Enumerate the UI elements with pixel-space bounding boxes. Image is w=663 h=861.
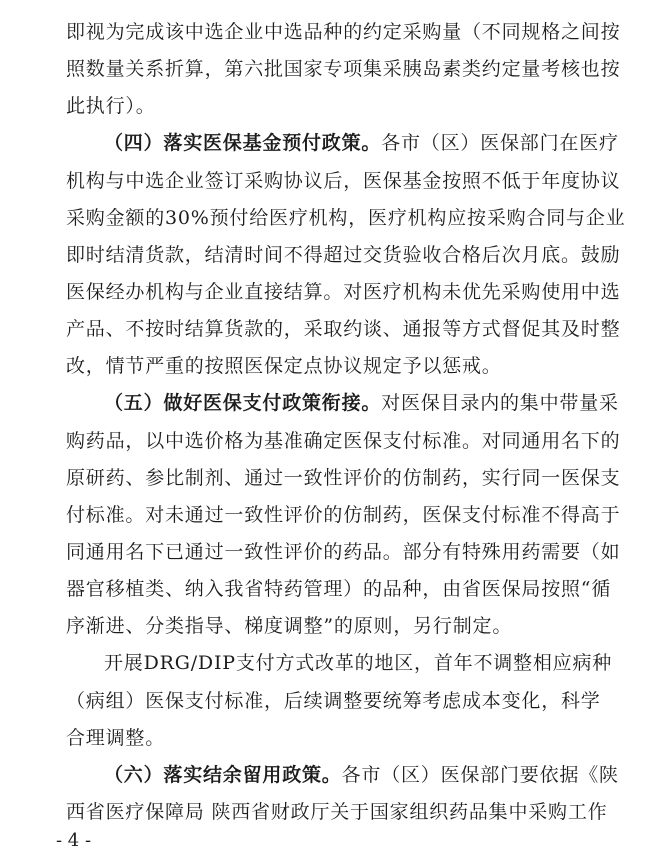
text-line: 改，情节严重的按照医保定点协议规定予以惩戒。 xyxy=(66,355,502,377)
text-line: 付标准。对未通过一致性评价的仿制药，医保支付标准不得高于 xyxy=(66,504,621,526)
text-line: 即时结清货款，结清时间不得超过交货验收合格后次月底。鼓励 xyxy=(66,244,621,266)
text-line xyxy=(0,763,663,787)
text-line: 西省医疗保障局 陕西省财政厅关于国家组织药品集中采购工作 xyxy=(66,801,608,823)
text-line: 开展DRG/DIP支付方式改革的地区，首年不调整相应病种 xyxy=(104,652,613,674)
text-line: 序渐进、分类指导、梯度调整”的原则，另行制定。 xyxy=(66,615,513,637)
text-line: 器官移植类、纳入我省特药管理）的品种，由省医保局按照“循 xyxy=(66,578,612,600)
section-heading: （四）落实医保基金预付政策。 xyxy=(104,132,382,154)
text-run: 对医保目录内的集中带量采 xyxy=(381,392,619,414)
text-line: （病组）医保支付标准，后续调整要统筹考虑成本变化，科学 xyxy=(66,690,601,712)
text-line: 即视为完成该中选企业中选品种的约定采购量（不同规格之间按 xyxy=(66,21,621,43)
text-line: 原研药、参比制剂、通过一致性评价的仿制药，实行同一医保支 xyxy=(66,467,621,489)
page-number: - 4 - xyxy=(56,830,92,851)
text-line: 同通用名下已通过一致性评价的药品。部分有特殊用药需要（如 xyxy=(66,541,621,563)
section-heading: （五）做好医保支付政策衔接。 xyxy=(104,392,382,414)
text-line: 医保经办机构与企业直接结算。对医疗机构未优先采购使用中选 xyxy=(66,281,621,303)
text-line: 购药品，以中选价格为基准确定医保支付标准。对同通用名下的 xyxy=(66,430,621,452)
text-line xyxy=(0,131,663,155)
text-line: 机构与中选企业签订采购协议后，医保基金按照不低于年度协议 xyxy=(66,170,621,192)
text-line: 产品、不按时结算货款的，采取约谈、通报等方式督促其及时整 xyxy=(66,318,621,340)
section-heading: （六）落实结余留用政策。 xyxy=(104,764,342,786)
text-line: 采购金额的30%预付给医疗机构，医疗机构应按采购合同与企业 xyxy=(66,207,626,229)
text-line: 此执行）。 xyxy=(66,95,156,117)
text-run: 各市（区）医保部门在医疗 xyxy=(381,132,619,154)
text-run: 各市（区）医保部门要依据《陕 xyxy=(341,764,619,786)
text-line: 照数量关系折算，第六批国家专项集采胰岛素类约定量考核也按 xyxy=(66,58,621,80)
text-line xyxy=(0,391,663,415)
text-line: 合理调整。 xyxy=(66,727,166,749)
